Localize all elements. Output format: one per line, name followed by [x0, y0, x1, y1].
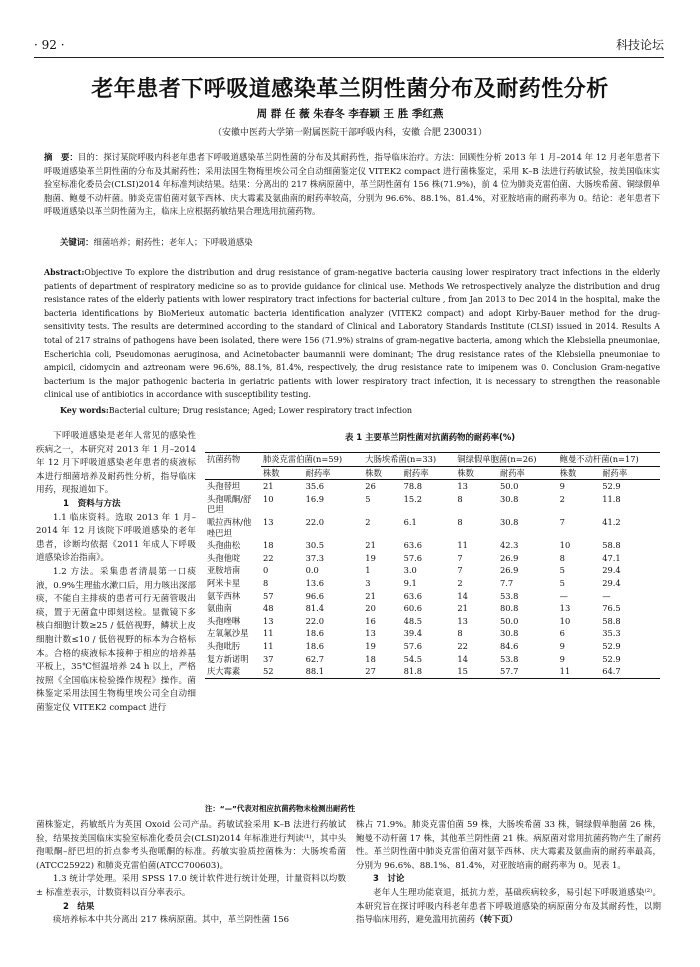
- results-continued: 株占 71.9%。肺炎克雷伯菌 59 株，大肠埃希菌 33 株，铜绿假单胞菌 26 株，鲍曼不动杆菌 17 株，其他革兰阴性菌 21 株。病原菌对常用抗菌药物产生了耐药性。革兰阴性菌中肺炎克雷伯菌对氨苄西林、庆大霉素及氨曲南的耐药率最高，分别为 96.6%、88.1%、81.4%，对亚胺培南的耐药率为 0。见表 1。: [356, 820, 661, 871]
- count-cell: 10: [263, 493, 274, 504]
- rate-cell: 78.8: [403, 481, 423, 492]
- rate-cell: 63.6: [403, 540, 423, 551]
- rate-cell: 47.1: [602, 552, 621, 563]
- count-cell: —: [559, 590, 568, 601]
- paper-title: 老年患者下呼吸道感染革兰阴性菌分布及耐药性分析: [91, 77, 609, 102]
- table-row: [205, 627, 660, 640]
- drug-name: 头孢曲松: [207, 540, 241, 551]
- table-row: [205, 493, 660, 516]
- rate-cell: 18.6: [305, 640, 325, 651]
- drug-name: 头孢他啶: [207, 552, 241, 563]
- count-cell: 13: [559, 603, 571, 614]
- rate-cell: 37.3: [305, 552, 325, 563]
- sub-rate: 耐药率: [304, 466, 364, 480]
- count-cell: 5: [559, 577, 565, 588]
- table-row: [205, 539, 660, 552]
- count-cell: 21: [263, 481, 274, 492]
- table-row: [205, 665, 660, 678]
- rate-cell: 42.3: [499, 540, 519, 551]
- table-row: [205, 516, 660, 539]
- rate-cell: 64.7: [600, 665, 660, 678]
- count-cell: 9: [559, 653, 565, 664]
- count-cell: 37: [263, 653, 274, 664]
- table-row: [205, 615, 660, 628]
- rate-cell: 39.4: [403, 628, 423, 639]
- bottom-right-text: [356, 819, 661, 928]
- authors: 周 群 任 薇 朱春冬 李春颖 王 胜 季红燕: [256, 108, 444, 120]
- count-cell: 1: [365, 565, 371, 576]
- rate-cell: 7.7: [499, 577, 514, 588]
- drug-name: 阿米卡星: [207, 577, 241, 588]
- rate-cell: 50.0: [499, 615, 519, 626]
- rate-cell: 11.8: [602, 493, 621, 504]
- rate-cell: 52.9: [602, 481, 621, 492]
- count-cell: 8: [263, 577, 269, 588]
- count-cell: 18: [365, 653, 376, 664]
- rate-cell: 88.1: [304, 665, 364, 678]
- rate-cell: 96.6: [305, 590, 325, 601]
- rate-cell: 54.5: [403, 653, 423, 664]
- drug-name: 亚胺培南: [207, 565, 241, 576]
- group-header: 肺炎克雷伯菌(n=59): [261, 453, 363, 467]
- count-cell: 8: [559, 552, 565, 563]
- rate-cell: 81.8: [402, 665, 456, 678]
- drug-name: 头孢吡肟: [207, 640, 241, 651]
- count-cell: 8: [457, 628, 463, 639]
- running-header: [34, 36, 664, 56]
- count-cell: 2: [559, 493, 565, 504]
- drug-name: 氨曲南: [207, 603, 232, 614]
- rate-cell: 58.8: [602, 540, 621, 551]
- rate-cell: 3.0: [403, 565, 417, 576]
- abstract-cn: [44, 151, 660, 219]
- rate-cell: 15.2: [403, 493, 423, 504]
- discussion-text: 老年人生理功能衰退，抵抗力差，基础疾病较多，易引起下呼吸道感染⁽²⁾。本研究旨在探讨呼吸内科老年患者下呼吸道感染的病原菌分布及其耐药性，以期指导临床用药，避免滥用抗菌药: [356, 887, 661, 926]
- count-cell: 10: [559, 540, 571, 551]
- count-cell: 27: [363, 665, 401, 678]
- rate-cell: —: [602, 590, 611, 601]
- rate-cell: 84.6: [499, 640, 519, 651]
- drug-name: 复方新诺明: [207, 653, 249, 664]
- count-cell: 48: [263, 603, 274, 614]
- keywords-en: [60, 405, 660, 415]
- sub-count: 株数: [363, 466, 401, 480]
- count-cell: 2: [457, 577, 463, 588]
- rate-cell: 48.5: [403, 615, 423, 626]
- rate-cell: 30.8: [499, 628, 519, 639]
- rate-cell: 62.7: [305, 653, 325, 664]
- count-cell: 18: [263, 540, 274, 551]
- count-cell: 13: [263, 615, 274, 626]
- paragraph-1-3: 1.3 统计学处理。采用 SPSS 17.0 统计软件进行统计处理，计量资料以均数 ± 标准差表示，计数资料以百分率表示。: [36, 874, 346, 898]
- rate-cell: 81.4: [305, 603, 325, 614]
- keywords-en-label: Key words:: [60, 405, 109, 415]
- group-header: 鲍曼不动杆菌(n=17): [558, 453, 660, 467]
- table-note: 注：“—”代表对相应抗菌药物未检测出耐药性: [205, 804, 356, 813]
- rate-cell: 35.3: [602, 628, 621, 639]
- count-cell: 13: [365, 628, 376, 639]
- continued-marker: （转下页）: [475, 915, 518, 926]
- group-header: 铜绿假单胞菌(n=26): [455, 453, 557, 467]
- rate-cell: 29.4: [602, 577, 621, 588]
- abstract-cn-label: 摘 要：: [44, 152, 78, 162]
- table-row: [205, 590, 660, 603]
- resistance-table: [205, 452, 660, 679]
- count-cell: 21: [365, 590, 376, 601]
- results-paragraph: 痰培养标本中共分离出 217 株病原菌。其中，革兰阴性菌 156: [53, 915, 290, 926]
- drug-name: 庆大霉素: [205, 665, 261, 678]
- count-cell: 6: [559, 628, 565, 639]
- header-rule: [34, 57, 664, 58]
- col-drug: 抗菌药物: [205, 453, 261, 467]
- paragraph-1-2: 1.2 方法。采集患者清晨第一口痰液，0.9%生理盐水漱口后，用力咳出深部痰，不能自主排痰的患者可行无菌管吸出痰，置于无菌盒中即刻送检。显微镜下多核白细胞计数≥25 / 低倍视野，鳞状上皮细胞计数≤10 / 低倍视野的标本为合格标本。合格的痰液标本接种于相应的培养基平板上，35℃恒温培养 24 h 以上，严格按照《全国临床检验操作规程》操作。菌株鉴定采用法国生物梅里埃公司全自动细菌鉴定仪 VITEK2 compact 进行: [36, 566, 196, 713]
- abstract-en: [44, 266, 660, 402]
- count-cell: 19: [365, 552, 376, 563]
- rate-cell: 13.6: [305, 577, 325, 588]
- drug-name: 左氧氟沙星: [207, 628, 249, 639]
- count-cell: 21: [457, 603, 468, 614]
- count-cell: 20: [365, 603, 376, 614]
- keywords-en-text: Bacterial culture; Drug resistance; Aged; Lower respiratory tract infection: [108, 406, 413, 415]
- intro-paragraph: 下呼吸道感染是老年人常见的感染性疾病之一，本研究对 2013 年 1 月–2014 年 12 月下呼吸道感染老年患者的痰液标本进行细菌培养及耐药性分析，指导临床用药，现报道如下。: [36, 431, 196, 496]
- count-cell: 52: [261, 665, 304, 678]
- rate-cell: 60.6: [403, 603, 423, 614]
- affiliation: （安徽中医药大学第一附属医院干部呼吸内科，安徽 合肥 230031）: [212, 128, 488, 138]
- sub-count: 株数: [558, 466, 601, 480]
- count-cell: 26: [365, 481, 376, 492]
- section-name: 科技论坛: [615, 38, 664, 52]
- abstract-en-label: Abstract:: [44, 268, 85, 277]
- page-number: · 92 ·: [34, 38, 65, 52]
- count-cell: 5: [365, 493, 371, 504]
- count-cell: 11: [263, 628, 274, 639]
- rate-cell: 22.0: [305, 615, 325, 626]
- rate-cell: 26.9: [499, 565, 519, 576]
- rate-cell: 18.6: [305, 628, 325, 639]
- table-row: [205, 480, 660, 493]
- drug-name: 头孢哌酮/舒巴坦: [207, 493, 252, 515]
- rate-cell: 58.8: [602, 615, 621, 626]
- count-cell: 5: [559, 565, 565, 576]
- count-cell: 7: [559, 516, 565, 527]
- rate-cell: 57.7: [498, 665, 558, 678]
- section-heading-3: 3 讨论: [373, 874, 405, 885]
- count-cell: 7: [457, 552, 463, 563]
- sub-count: 株数: [455, 466, 498, 480]
- table-row: [205, 602, 660, 615]
- sub-count: 株数: [261, 466, 304, 480]
- table-row: [205, 552, 660, 565]
- rate-cell: 16.9: [305, 493, 325, 504]
- abstract-en-text: Objective To explore the distribution and drug resistance of gram-negative bacteria causing lower respiratory tract infections in the elderly patients of department of respiratory medicine so as to provide guidance for clinical use. Methods We retrospectively analyze the distribution and drug resistance rates of the elderly patients with lower respiratory tract infections for bacterial culture , from Jan 2013 to Dec 2014 in the hospital, make the bacteria identifications by BioMerieux automatic bacteria identification analyzer (VITEK2 compact) and adopt Kirby-Bauer method for the drug-sensitivity tests. The results are determined according to the standard of Clinical and Laboratory Standards Institute (CLSI) issued in 2014. Results A total of 217 strains of pathogens have been isolated, there were 156 (71.9%) strains of gram-negative bacteria, among which the Klebsiella pneumoniae, Escherichia coli, Pseudomonas aeruginosa, and Acinetobacter baumannii were dominant; The drug resistance rates of the Klebsiella pneumoniae to ampicil, cidomycin and aztreonam were 96.6%, 88.1%, 81.4%, respectively, the drug resistance rate to imipenem was 0. Conclusion Gram-negative bacterium is the major pathogenic bacteria in geriatric patients with lower respiratory tract infection, it is necessary to strengthen the reasonable clinical use of antibiotics in accordance with susceptibility testing.: [44, 268, 660, 400]
- rate-cell: 6.1: [403, 516, 417, 527]
- keywords-cn-text: 细菌培养；耐药性；老年人；下呼吸道感染: [93, 237, 253, 247]
- rate-cell: 80.8: [499, 603, 519, 614]
- rate-cell: 0.0: [305, 565, 319, 576]
- count-cell: 22: [263, 552, 274, 563]
- rate-cell: 52.9: [602, 640, 621, 651]
- rate-cell: 76.5: [602, 603, 621, 614]
- bottom-left-text: [36, 819, 346, 928]
- rate-cell: 30.8: [499, 516, 519, 527]
- count-cell: 13: [457, 615, 468, 626]
- count-cell: 8: [457, 493, 463, 504]
- count-cell: 11: [263, 640, 274, 651]
- count-cell: 15: [455, 665, 498, 678]
- rate-cell: 26.9: [499, 552, 519, 563]
- count-cell: 3: [365, 577, 371, 588]
- count-cell: 7: [457, 565, 463, 576]
- count-cell: 11: [457, 540, 468, 551]
- paragraph-1-1: 1.1 临床资料。选取 2013 年 1 月–2014 年 12 月该院下呼吸道感染的老年患者，诊断均依据《2011 年成人下呼吸道感染诊治指南》。: [36, 512, 196, 564]
- rate-cell: 57.6: [403, 640, 423, 651]
- count-cell: 16: [365, 615, 376, 626]
- count-cell: 57: [263, 590, 274, 601]
- sub-rate: 耐药率: [498, 466, 558, 480]
- rate-cell: 9.1: [403, 577, 417, 588]
- rate-cell: 29.4: [602, 565, 621, 576]
- table-row: [205, 564, 660, 577]
- drug-name: 哌拉西林/他唑巴坦: [207, 516, 252, 538]
- count-cell: 14: [457, 653, 468, 664]
- sub-rate: 耐药率: [600, 466, 660, 480]
- table-row: [205, 653, 660, 666]
- count-cell: 22: [457, 640, 468, 651]
- rate-cell: 35.6: [305, 481, 325, 492]
- count-cell: 21: [365, 540, 376, 551]
- discussion-paragraph: [356, 887, 661, 928]
- drug-name: 头孢替坦: [207, 481, 241, 492]
- group-header: 大肠埃希菌(n=33): [363, 453, 455, 467]
- count-cell: 10: [559, 615, 571, 626]
- table-row: [205, 577, 660, 590]
- rate-cell: 53.8: [499, 653, 519, 664]
- abstract-cn-text: 目的：探讨某院呼吸内科老年患者下呼吸道感染革兰阴性菌的分布及其耐药性，指导临床治疗。方法：回顾性分析 2013 年 1 月–2014 年 12 月老年患者下呼吸道感染革兰阴性菌的分布及其耐药性；采用法国生物梅里埃公司全自动细菌鉴定仪 VITEK2 compact 进行菌株鉴定，采用 K–B 法进行药敏试验，按美国临床实验室标准化委员会(CLSI)2014 年标准判读结果。结果：分离出的 217 株病原菌中，革兰阴性菌有 156 株(71.9%)，前 4 位为肺炎克雷伯菌、大肠埃希菌、铜绿假单胞菌、鲍曼不动杆菌。肺炎克雷伯菌对氨苄西林、庆大霉素及氨曲南的耐药率较高，分别为 96.6%、88.1%、81.4%，对亚胺培南的耐药率为 0。结论：老年患者下呼吸道感染以革兰阴性菌为主，临床上应根据药敏结果合理选用抗菌药物。: [44, 152, 660, 216]
- rate-cell: 30.5: [305, 540, 325, 551]
- keywords-cn: [60, 236, 660, 248]
- count-cell: 13: [457, 481, 468, 492]
- rate-cell: 41.2: [602, 516, 621, 527]
- drug-name: 头孢唑啉: [207, 615, 241, 626]
- rate-cell: 22.0: [305, 516, 325, 527]
- rate-cell: 53.8: [499, 590, 519, 601]
- drug-name: 氨苄西林: [207, 590, 241, 601]
- rate-cell: 57.6: [403, 552, 423, 563]
- methods-continued: 菌株鉴定，药敏纸片为英国 Oxoid 公司产品。药敏试验采用 K–B 法进行药敏试验，结果按美国临床实验室标准化委员会(CLSI)2014 年标准进行判读⁽¹⁾，其中头孢哌酮–舒巴坦的折点参考头孢哌酮的标准。药敏实验质控菌株为：大肠埃希菌(ATCC25922) 和肺炎克雷伯菌(ATCC700603)。: [36, 820, 346, 871]
- table-title: 表 1 主要革兰阴性菌对抗菌药物的耐药率(%): [344, 432, 516, 442]
- sub-rate: 耐药率: [402, 466, 456, 480]
- rate-cell: 63.6: [403, 590, 423, 601]
- rate-cell: 52.9: [602, 653, 621, 664]
- section-heading-2: 2 结果: [63, 901, 95, 912]
- table-row: [205, 640, 660, 653]
- table-group-header: [205, 453, 660, 467]
- count-cell: 14: [457, 590, 468, 601]
- keywords-cn-label: 关键词：: [60, 237, 94, 247]
- rate-cell: 50.0: [499, 481, 519, 492]
- count-cell: 8: [457, 516, 463, 527]
- left-column: [36, 430, 196, 715]
- count-cell: 19: [365, 640, 376, 651]
- table-sub-header: [205, 466, 660, 480]
- rate-cell: 30.8: [499, 493, 519, 504]
- count-cell: 0: [263, 565, 269, 576]
- count-cell: 13: [263, 516, 274, 527]
- count-cell: 9: [559, 481, 565, 492]
- count-cell: 2: [365, 516, 371, 527]
- count-cell: 11: [558, 665, 601, 678]
- count-cell: 9: [559, 640, 565, 651]
- section-heading-1: 1 资料与方法: [63, 498, 121, 509]
